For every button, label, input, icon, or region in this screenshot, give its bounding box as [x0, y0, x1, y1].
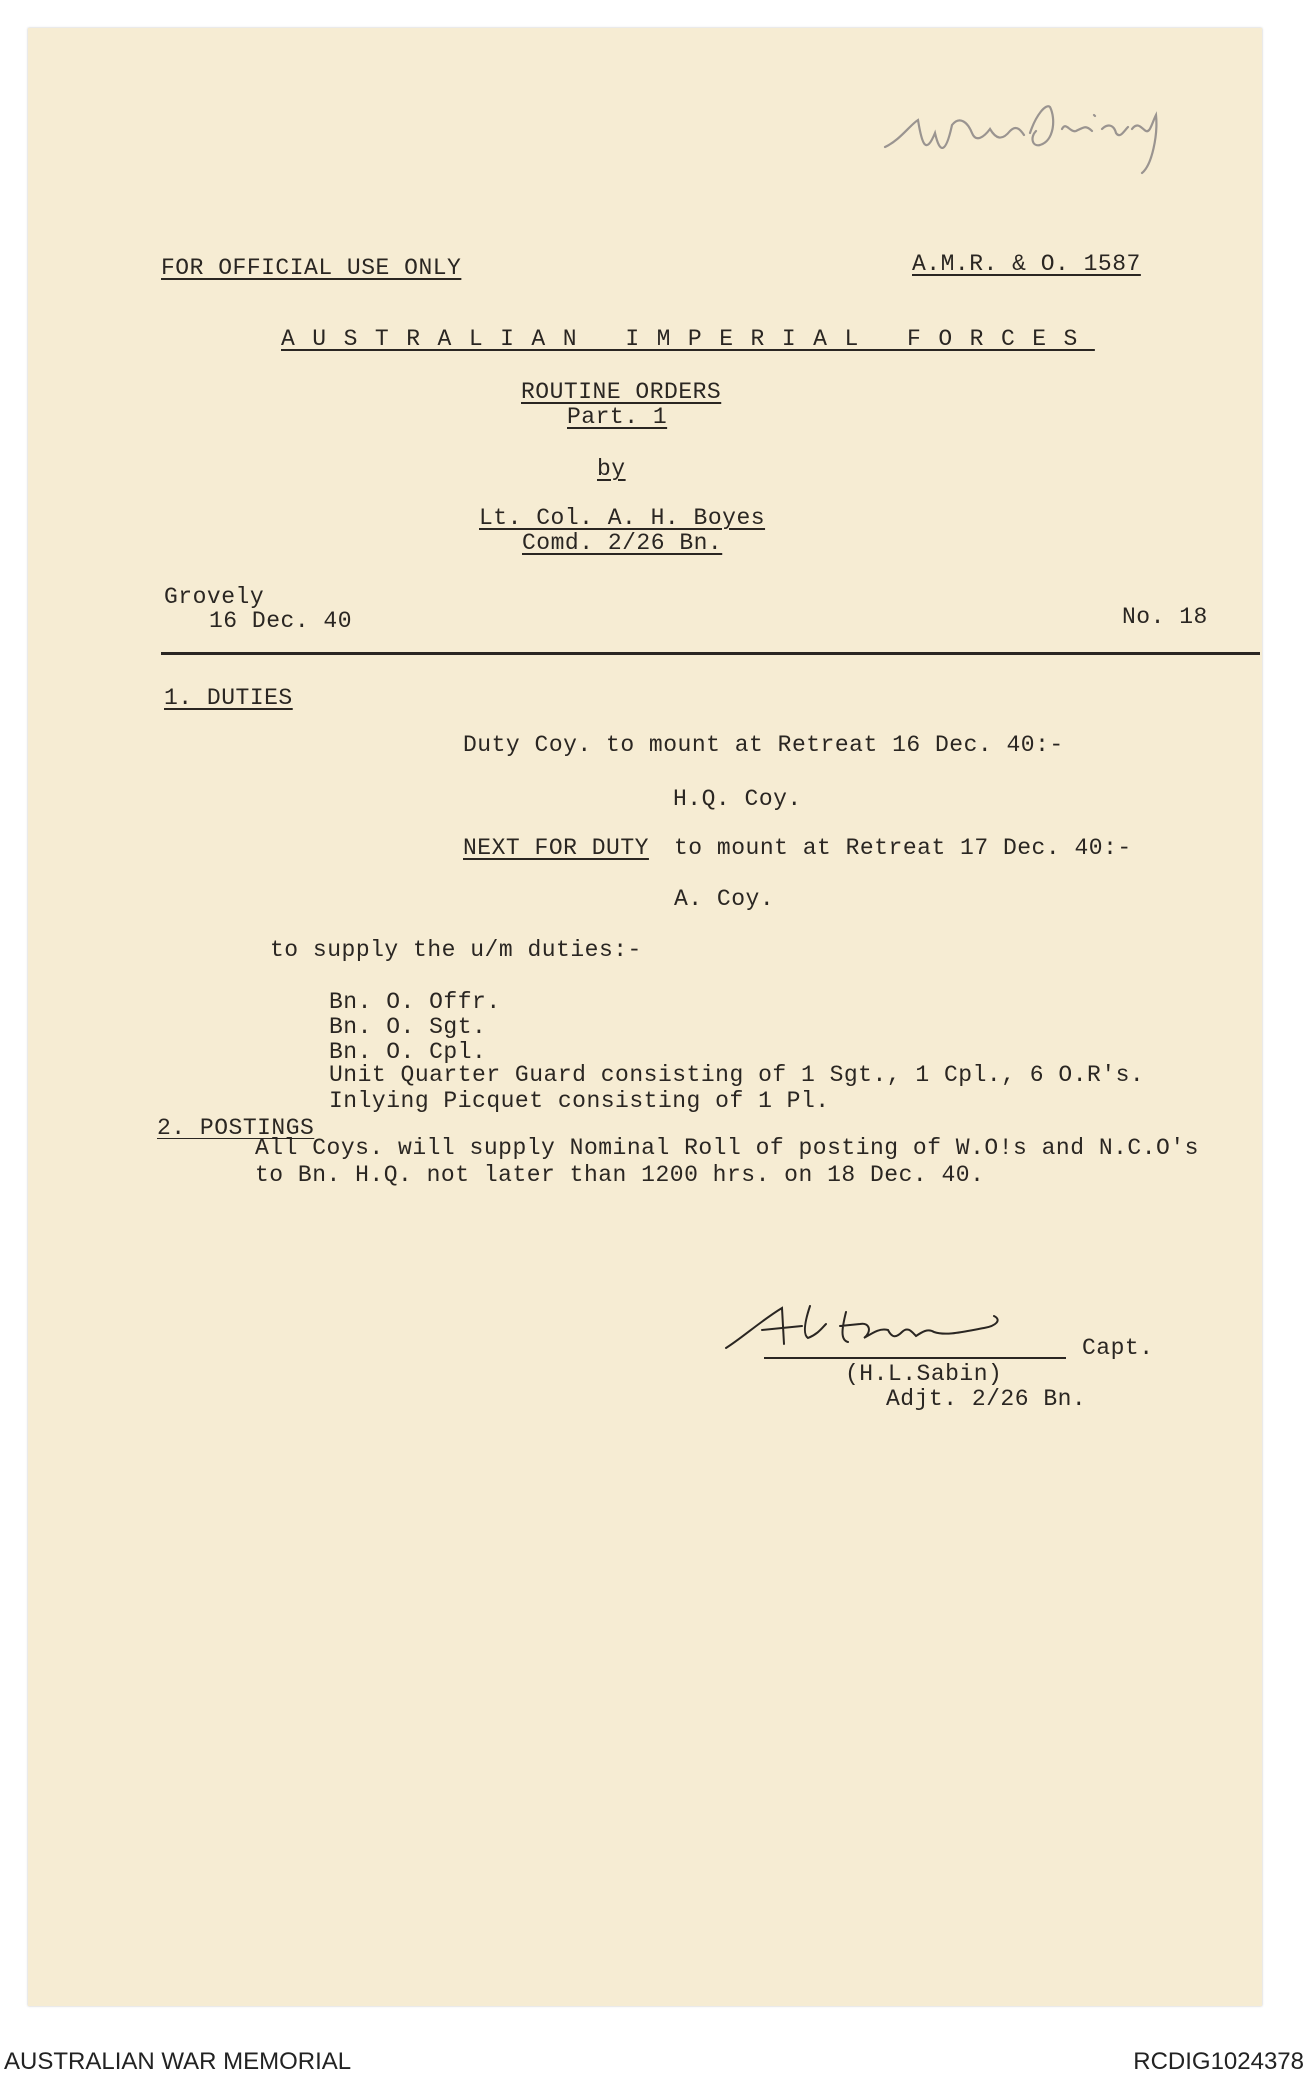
place: Grovely: [164, 584, 265, 610]
supply-intro: to supply the u/m duties:-: [270, 937, 642, 963]
order-number: No. 18: [1122, 604, 1208, 630]
signatory-rank: Capt.: [1082, 1335, 1154, 1361]
duty-item: Bn. O. Cpl.: [329, 1039, 487, 1065]
duty-item: Bn. O. Offr.: [329, 989, 501, 1015]
duty-item: Unit Quarter Guard consisting of 1 Sgt., 1 Cpl., 6 O.R's.: [329, 1062, 1145, 1088]
organisation-title: AUSTRALIAN IMPERIAL FORCES: [281, 326, 1095, 352]
footer-institution: AUSTRALIAN WAR MEMORIAL: [4, 2048, 352, 2075]
postings-heading: 2. POSTINGS: [157, 1115, 315, 1141]
signature-line: [764, 1357, 1066, 1359]
duties-heading: 1. DUTIES: [164, 685, 293, 711]
by-label: by: [597, 456, 626, 482]
document-page: [28, 28, 1262, 2006]
signatory-appointment: Adjt. 2/26 Bn.: [886, 1386, 1087, 1412]
duty-item: Inlying Picquet consisting of 1 Pl.: [329, 1088, 830, 1114]
header-divider: [161, 652, 1260, 655]
next-for-duty-label: NEXT FOR DUTY: [463, 835, 649, 861]
classification-label: FOR OFFICIAL USE ONLY: [161, 255, 462, 281]
signature-text: H L Sabin: [722, 1298, 728, 1299]
duty-company-1: H.Q. Coy.: [673, 786, 802, 812]
footer-catalogue-id: RCDIG1024378: [1133, 2048, 1304, 2075]
date: 16 Dec. 40: [209, 608, 353, 634]
duty-company-2: A. Coy.: [674, 886, 775, 912]
postings-line-2: to Bn. H.Q. not later than 1200 hrs. on 18 Dec. 40.: [255, 1162, 985, 1188]
reference-number: A.M.R. & O. 1587: [912, 251, 1141, 277]
handwritten-note-text: War Diary: [880, 85, 886, 86]
duty-item: Bn. O. Sgt.: [329, 1014, 487, 1040]
postings-line-1: All Coys. will supply Nominal Roll of posting of W.O!s and N.C.O's: [255, 1135, 1199, 1161]
duty-line-1: Duty Coy. to mount at Retreat 16 Dec. 40:-: [463, 732, 1064, 758]
part-label: Part. 1: [567, 404, 668, 430]
handwritten-note-war-diary: [880, 85, 1240, 175]
document-title: ROUTINE ORDERS: [521, 379, 722, 405]
command-unit: Comd. 2/26 Bn.: [522, 530, 723, 556]
signatory-name: (H.L.Sabin): [845, 1361, 1003, 1387]
duty-line-2: to mount at Retreat 17 Dec. 40:-: [674, 835, 1132, 861]
signature-mark: [722, 1298, 1102, 1358]
commander-name: Lt. Col. A. H. Boyes: [479, 505, 766, 531]
